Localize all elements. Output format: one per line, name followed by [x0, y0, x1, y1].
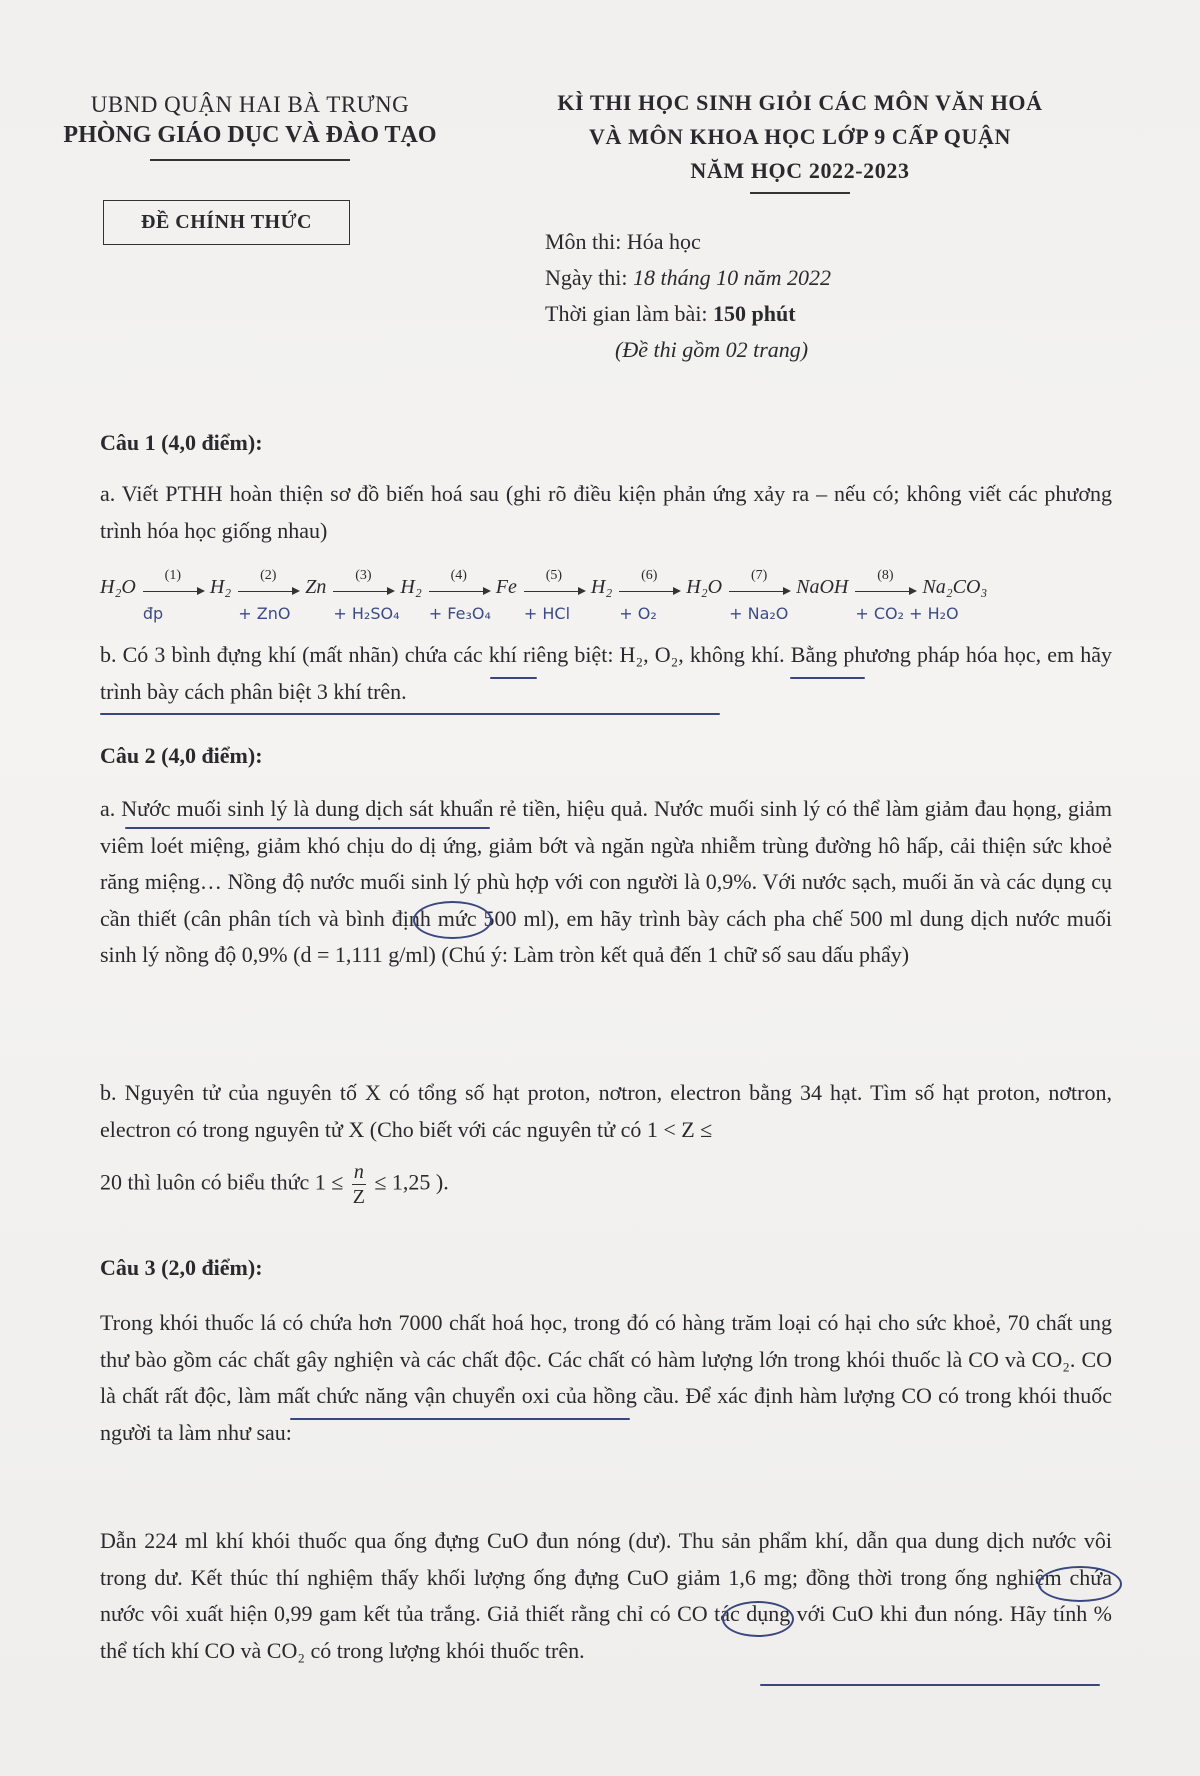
q3-experiment: Dẫn 224 ml khí khói thuốc qua ống đựng CuO đun nóng (dư). Thu sản phẩm khí, dẫn qua dung dịch nước vôi trong dư. Kết thúc thí nghiệm thấy khối lượng ống đựng CuO giảm 1,6 mg; đồng thời trong ống nghiệm chứa nước vôi xuất hiện 0,99 gam kết tủa trắng. Giả thiết rằng chỉ có CO tác dụng với CuO khi đun nóng. Hãy tính % thể tích khí CO và CO₂ có trong lượng khói thuốc trên. — [100, 1528, 1112, 1663]
time-label: Thời gian làm bài: — [545, 301, 714, 326]
chain-species: H₂ — [209, 576, 232, 598]
chain-species: H₂ — [590, 576, 613, 598]
ink-underline — [290, 1418, 630, 1420]
q1-title: Câu 1 (4,0 điểm): — [100, 430, 263, 455]
chain-species: Fe — [495, 576, 517, 598]
q2-part-a: a. Nước muối sinh lý là dung dịch sát khuẩn rẻ tiền, hiệu quả. Nước muối sinh lý có thể làm giảm đau họng, giảm viêm loét miệng, giảm khó chịu do dị ứng, giảm bớt và ngăn ngừa nhiễm trùng đường hô hấp, cải thiện sức khoẻ răng miệng… Nồng độ nước muối sinh lý phù hợp với con người là 0,9%. Với nước sạch, muối ăn và các dụng cụ cần thiết (cân phân tích và bình định mức 500 ml), em hãy trình bày cách pha chế 500 ml dung dịch nước muối sinh lý nồng độ 0,9% (d = 1,111 g/ml) (Chú ý: Làm tròn kết quả đến 1 chữ số sau dấu phẩy) — [100, 796, 1112, 967]
handwritten-note: + H₂SO₄ — [333, 604, 400, 623]
ink-circle-mark — [722, 1601, 794, 1637]
school-year: NĂM HỌC 2022-2023 — [690, 158, 910, 183]
exam-title-line1: KÌ THI HỌC SINH GIỎI CÁC MÔN VĂN HOÁ — [557, 90, 1043, 115]
date-value: 18 tháng 10 năm 2022 — [633, 265, 831, 290]
handwritten-note: + HCl — [523, 604, 571, 623]
ratio-fraction: $\frac{n}{Z}$ — [352, 1161, 365, 1208]
q2-part-b-formula: 20 thì luôn có biểu thức 1 ≤ $\frac{n}{Z}$ ≤ 1,25 ). — [100, 1161, 449, 1208]
chain-species: H₂O — [686, 576, 723, 598]
reaction-arrow: (5) + HCl — [524, 576, 584, 604]
divider — [750, 192, 850, 194]
handwritten-note: đp — [142, 604, 164, 623]
chain-species: NaOH — [796, 576, 849, 598]
ink-underline — [760, 1684, 1100, 1686]
chain-species: H₂O — [100, 576, 136, 598]
handwritten-note: + ZnO — [238, 604, 291, 623]
reaction-chain — [100, 568, 1112, 636]
page-count: (Đề thi gồm 02 trang) — [615, 337, 809, 362]
handwritten-note: + CO₂ + H₂O — [855, 604, 959, 623]
exam-info — [545, 224, 831, 368]
ink-underline — [125, 827, 490, 829]
reaction-arrow: $\frac{(8)}{\text{+ CO₂ + H₂O}}$ — [855, 568, 959, 623]
reaction-arrow: $\frac{(6)}{\text{+ O₂}}$ — [619, 576, 679, 604]
subject-value: Hóa học — [626, 229, 701, 254]
official-stamp: ĐỀ CHÍNH THỨC — [103, 200, 350, 245]
divider — [150, 159, 350, 161]
chain-species: Zn — [305, 576, 327, 598]
chain-species: H₂ — [400, 576, 422, 598]
chain-species: Na₂CO₃ — [922, 576, 988, 598]
department-name: PHÒNG GIÁO DỤC VÀ ĐÀO TẠO — [63, 122, 437, 148]
reaction-arrow: (2) + ZnO — [238, 576, 298, 604]
reaction-arrow: $\frac{(1)}{đp}$ — [143, 576, 203, 604]
reaction-arrow: $\frac{(4)}{\text{+ Fe₃O₄}}$ — [428, 568, 491, 623]
exam-title-block — [490, 86, 1110, 194]
reaction-arrow: $\frac{(7)}{\text{+ Na₂O}}$ — [729, 576, 789, 604]
time-value: 150 phút — [713, 301, 796, 326]
q3-intro: Trong khói thuốc lá có chứa hơn 7000 chất hoá học, trong đó có hàng trăm loại có hại cho sức khoẻ, 70 chất ung thư bào gồm các chất gây nghiện và các chất độc. Các chất có hàm lượng lớn trong khói thuốc là CO và CO₂. CO là chất rất độc, làm mất chức năng vận chuyển oxi của hồng cầu. Để xác định hàm lượng CO có trong khói thuốc người ta làm như sau: — [100, 1310, 1112, 1445]
issuer-block — [40, 92, 460, 161]
q2-part-b: b. Nguyên tử của nguyên tố X có tổng số hạt proton, nơtron, electron bằng 34 hạt. Tìm số hạt proton, nơtron, electron có trong nguyên tử X (Cho biết với các nguyên tử có 1 < Z ≤ — [100, 1080, 1112, 1142]
ink-underline — [790, 677, 865, 679]
q2-title: Câu 2 (4,0 điểm): — [100, 743, 263, 768]
subject-label: Môn thi: — [545, 229, 627, 254]
exam-title-line2: VÀ MÔN KHOA HỌC LỚP 9 CẤP QUẬN — [589, 124, 1011, 149]
handwritten-note: + Na₂O — [729, 604, 789, 623]
date-label: Ngày thi: — [545, 265, 633, 290]
ink-circle-mark — [413, 901, 492, 939]
reaction-arrow: $\frac{(3)}{\text{+ H₂SO₄}}$ — [333, 568, 400, 623]
ink-underline — [100, 713, 720, 715]
handwritten-note: + Fe₃O₄ — [428, 604, 491, 623]
ink-underline — [490, 677, 537, 679]
q1-part-a: a. Viết PTHH hoàn thiện sơ đồ biến hoá sau (ghi rõ điều kiện phản ứng xảy ra – nếu có; không viết các phương trình hóa học giống nhau) — [100, 481, 1112, 543]
ink-circle-mark — [1038, 1566, 1122, 1602]
q3-title: Câu 3 (2,0 điểm): — [100, 1255, 263, 1280]
district-name: UBND QUẬN HAI BÀ TRƯNG — [90, 92, 410, 117]
handwritten-note: + O₂ — [619, 604, 657, 623]
q1-part-b: b. Có 3 bình đựng khí (mất nhãn) chứa các khí riêng biệt: H₂, O₂, không khí. Bằng phương pháp hóa học, em hãy trình bày cách phân biệt 3 khí trên. — [100, 642, 1112, 704]
